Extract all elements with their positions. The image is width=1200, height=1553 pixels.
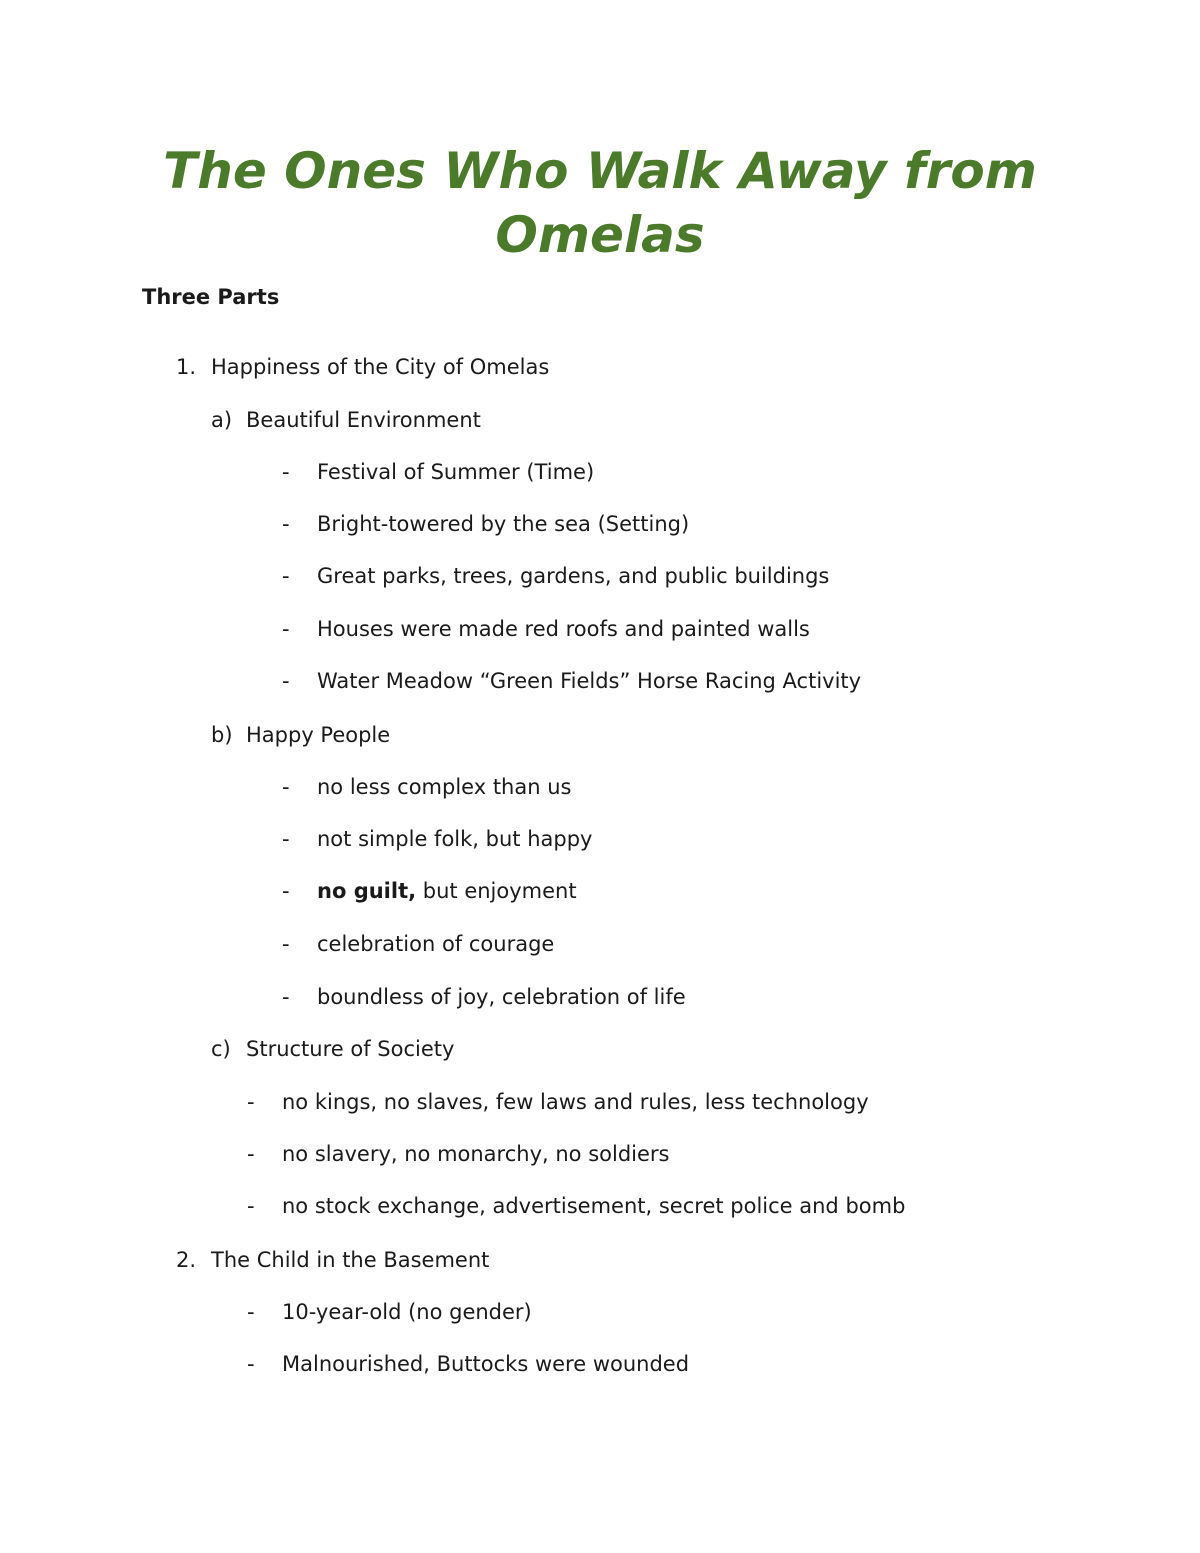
list-item-text: Houses were made red roofs and painted walls bbox=[317, 617, 810, 641]
document-title-line-1: The Ones Who Walk Away from bbox=[163, 142, 1037, 200]
list-item-label: Happiness of the City of Omelas bbox=[211, 355, 550, 379]
dash-bullet: - bbox=[282, 460, 290, 484]
list-item-text: Water Meadow “Green Fields” Horse Racing Activity bbox=[317, 669, 862, 693]
list-marker: b) bbox=[211, 723, 233, 747]
list-item-text: celebration of courage bbox=[317, 932, 555, 956]
list-number: 2. bbox=[176, 1248, 197, 1272]
list-item-label: Structure of Society bbox=[246, 1037, 455, 1061]
list-item-text: Great parks, trees, gardens, and public buildings bbox=[317, 564, 830, 588]
dash-bullet: - bbox=[282, 564, 290, 588]
list-item-label: The Child in the Basement bbox=[211, 1248, 490, 1272]
document-title-line-2: Omelas bbox=[495, 206, 705, 264]
dash-bullet: - bbox=[247, 1090, 255, 1114]
list-item-text: not simple folk, but happy bbox=[317, 827, 593, 851]
list-item-text: boundless of joy, celebration of life bbox=[317, 985, 686, 1009]
dash-bullet: - bbox=[247, 1142, 255, 1166]
dash-bullet: - bbox=[282, 512, 290, 536]
list-marker: a) bbox=[211, 408, 233, 432]
dash-bullet: - bbox=[247, 1300, 255, 1324]
dash-bullet: - bbox=[282, 985, 290, 1009]
list-item-text: no stock exchange, advertisement, secret police and bomb bbox=[282, 1194, 906, 1218]
dash-bullet: - bbox=[282, 932, 290, 956]
list-item-text: no slavery, no monarchy, no soldiers bbox=[282, 1142, 670, 1166]
list-item-text-rest: but enjoyment bbox=[416, 879, 577, 903]
list-item-text: Festival of Summer (Time) bbox=[317, 460, 595, 484]
dash-bullet: - bbox=[282, 775, 290, 799]
list-number: 1. bbox=[176, 355, 197, 379]
list-marker: c) bbox=[211, 1037, 231, 1061]
list-item-text: 10-year-old (no gender) bbox=[282, 1300, 532, 1324]
list-item-text: Malnourished, Buttocks were wounded bbox=[282, 1352, 690, 1376]
list-item-text bbox=[317, 878, 577, 904]
list-item-text: Bright-towered by the sea (Setting) bbox=[317, 512, 690, 536]
list-item-label: Beautiful Environment bbox=[246, 408, 481, 432]
dash-bullet: - bbox=[282, 827, 290, 851]
bold-phrase: no guilt, bbox=[317, 879, 417, 903]
dash-bullet: - bbox=[282, 879, 290, 903]
list-item-text: no kings, no slaves, few laws and rules, less technology bbox=[282, 1090, 869, 1114]
section-heading: Three Parts bbox=[142, 285, 280, 309]
dash-bullet: - bbox=[247, 1194, 255, 1218]
list-item-text: no less complex than us bbox=[317, 775, 572, 799]
dash-bullet: - bbox=[282, 669, 290, 693]
list-item-label: Happy People bbox=[246, 723, 391, 747]
dash-bullet: - bbox=[247, 1352, 255, 1376]
dash-bullet: - bbox=[282, 617, 290, 641]
